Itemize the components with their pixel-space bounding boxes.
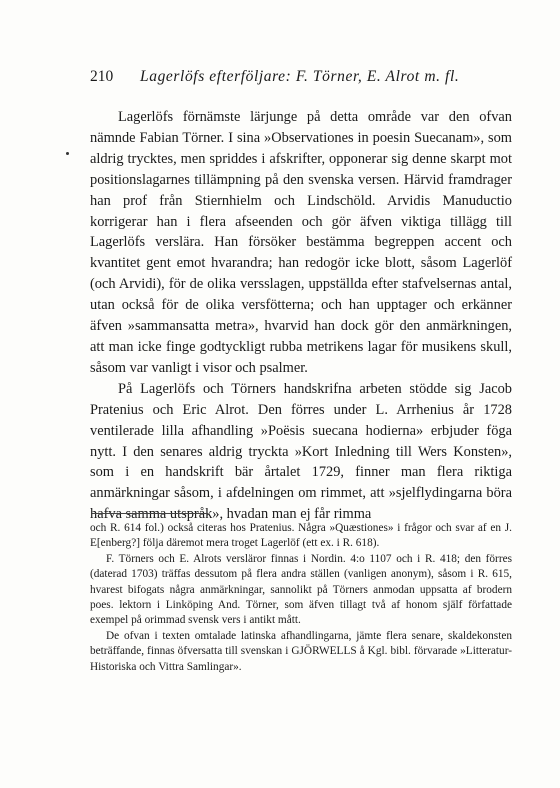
footnote-paragraph: De ofvan i texten omtalade latinska afhandlingarna, jämte flera senare, skaldekonsten beträffande, finnas öfversatta till svenskan i GJÖRWELLS å Kgl. bibl. förvarade »Litteratur-Historiska och Vittra Samlingar». <box>90 629 512 673</box>
body-text <box>90 107 512 525</box>
footnote-paragraph: och R. 614 fol.) också citeras hos Pratenius. Några »Quæstiones» i frågor och svar af en J. E[enberg?] följa däremot mera troget Lagerlöf (ett ex. i R. 618). <box>90 522 512 550</box>
body-paragraph: Lagerlöfs förnämste lärjunge på detta område var den ofvan nämnde Fabian Törner. I sina »Observationes in poesin Suecanam», som aldrig trycktes, men spriddes i afskrifter, opponerar sig denne skarpt mot positionslagarnes tillämpning på den svenska versen. Härvid framdrager han prof från Stiernhielm och Lindschöld. Arvidis Manuductio korrigerar han i flera afseenden och gör äfven viktiga tillägg till Lagerlöfs verslära. Han försöker bestämma begreppen accent och kvantitet gent emot hvarandra; han redogör icke blott, såsom Lagerlöf (och Arvidi), för de olika versslagen, uppställda efter stafvelsernas antal, utan också för de olika versfötterna; och han upptager och erkänner äfven »sammansatta metra», hvarvid han dock gör den anmärkningen, att man icke finge godtyckligt rubba metrikens lagar för musikens skull, såsom var vanligt i visor och psalmer. <box>90 109 512 376</box>
running-title: Lagerlöfs efterföljare: F. Törner, E. Alrot m. fl. <box>140 68 460 85</box>
page-number: 210 <box>90 68 114 85</box>
body-paragraph: På Lagerlöfs och Törners handskrifna arbeten stödde sig Jacob Pratenius och Eric Alrot. Den förres under L. Arrhenius år 1728 ventilerade lilla afhandling »Poësis suecana hodierna» erbjuder föga nytt. I den senares aldrig tryckta »Kort Inledning till Wers Konsten», som i en handskrift bär årtalet 1729, finner man flera riktiga anmärkningar såsom, i afdelningen om rimmet, att »sjelflydingarna böra hafva samma utspråk», hvadan man ej får rimma <box>90 380 512 523</box>
footnote-rule <box>92 513 208 514</box>
margin-mark <box>66 152 69 155</box>
page-header <box>90 68 510 90</box>
footnote-paragraph: F. Törners och E. Alrots versläror finnas i Nordin. 4:o 1107 och i R. 418; den förres (daterad 1703) träffas dessutom på flera andra ställen (vanligen anonym), såsom i R. 615, hvarest bifogats några anmärkningar, sannolikt på Törners anmodan uppsatta af brodern poes. lektorn i Linköping And. Törner, som äfven tillagt två af honom själf författade exempel på orimmad svensk vers i antikt mått. <box>90 552 512 627</box>
footnotes <box>90 521 512 675</box>
